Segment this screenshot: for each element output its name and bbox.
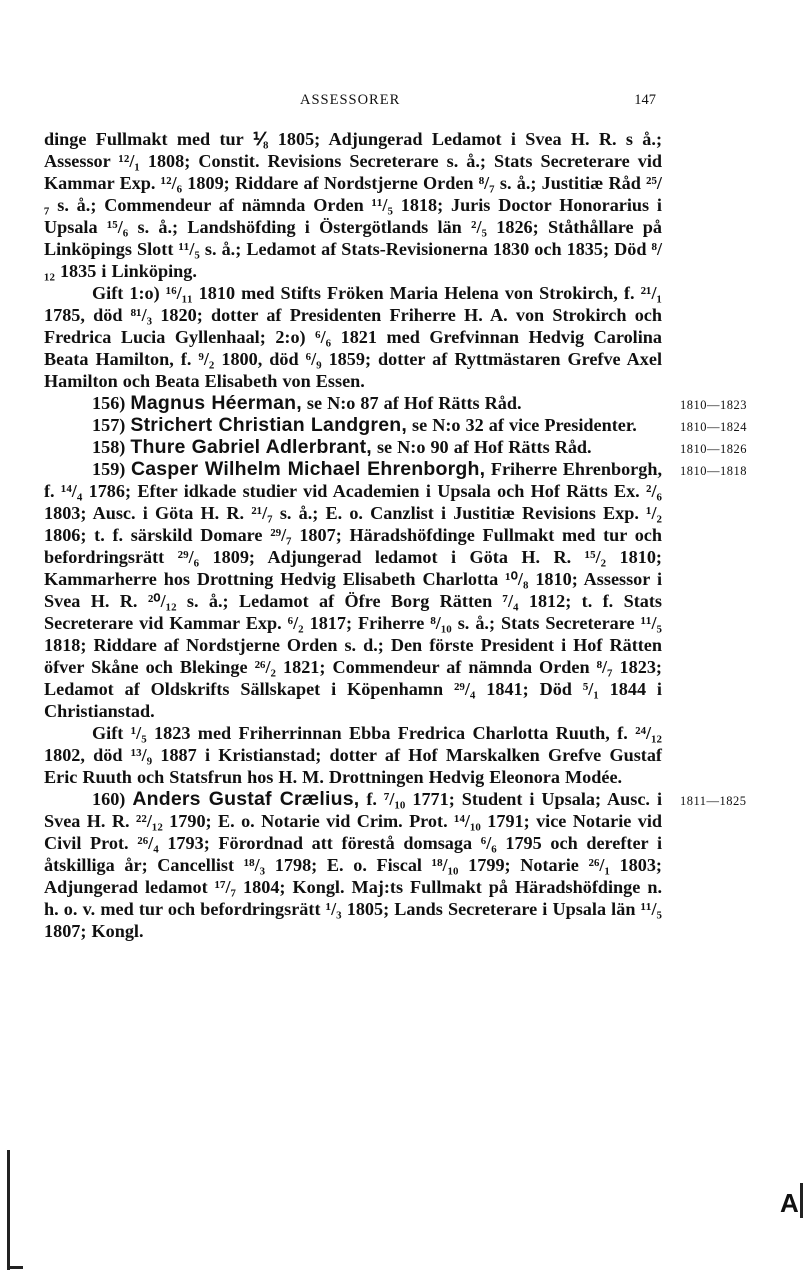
paragraph-marriage: Gift 1:o) ¹⁶/₁₁ 1810 med Stifts Fröken Maria Helena von Strokirch, f. ²¹/₁ 1785, död ⁸¹/₃ 1820; dotter af Presidenten Friherre H. A. von Strokirch och Fredrica Lucia Gyllenhaal; 2:o) ⁶/₆ 1821 med Grefvinnan Hedvig Carolina Beata Hamilton, f. ⁹/₂ 1800, död ⁶/₉ 1859; dotter af Ryttmästaren Grefve Axel Hamilton och Beata Elisabeth von Essen. bbox=[44, 283, 662, 391]
entry-text: se N:o 87 af Hof Rätts Råd. bbox=[306, 393, 522, 413]
running-title: ASSESSORER bbox=[300, 92, 401, 108]
left-margin-foot bbox=[7, 1266, 23, 1269]
entry-name: Strichert Christian Landgren, bbox=[130, 414, 407, 436]
entry-156 bbox=[44, 392, 747, 414]
paragraph-marriage-159: Gift ¹/₅ 1823 med Friherrinnan Ebba Fredrica Charlotta Ruuth, f. ²⁴/₁₂ 1802, död ¹³/₉ 1887 i Kristianstad; dotter af Hof Marskalken Grefve Gustaf Eric Ruuth och Statsfrun hos H. M. Drottningen Hedvig Eleonora Modée. bbox=[44, 723, 662, 787]
entry-text: f. ⁷/₁₀ 1771; Student i Upsala; Ausc. i Svea H. R. ²²/₁₂ 1790; E. o. Notarie vid Crim. Prot. ¹⁴/₁₀ 1791; vice Notarie vid Civil Prot. ²⁶/₄ 1793; Förordnad att förestå domsaga ⁶/₆ 1795 och derefter i åtskilliga år; Cancellist ¹⁸/₃ 1798; E. o. Fiscal ¹⁸/₁₀ 1799; Notarie ²⁶/₁ 1803; Adjungerad ledamot ¹⁷/₇ 1804; Kongl. Maj:ts Fullmakt på Häradshöfdinge n. h. o. v. med tur och befordringsrätt ¹/₃ 1805; Lands Secreterare i Upsala län ¹¹/₅ 1807; Kongl. bbox=[44, 789, 663, 941]
entry-158 bbox=[44, 436, 747, 458]
page-number: 147 bbox=[634, 92, 656, 108]
entry-160 bbox=[44, 788, 747, 942]
entry-text: se N:o 32 af vice Presidenter. bbox=[412, 415, 637, 435]
entry-years: 1810—1823 bbox=[680, 398, 747, 412]
entry-157 bbox=[44, 414, 747, 436]
right-edge-rule bbox=[800, 1183, 803, 1218]
entry-years: 1810—1826 bbox=[680, 442, 747, 456]
entry-number: 159) bbox=[92, 459, 126, 479]
running-header bbox=[44, 92, 662, 116]
entry-years: 1811—1825 bbox=[680, 794, 747, 808]
page-body bbox=[44, 128, 747, 942]
entry-text: Friherre Ehrenborgh, f. ¹⁴/₄ 1786; Efter idkade studier vid Academien i Upsala och Hof Rätts Ex. ²/₆ 1803; Ausc. i Göta H. R. ²¹/₇ s. å.; E. o. Canzlist i Justitiæ Revisions Exp. ¹/₂ 1806; t. f. särskild Domare ²⁹/₇ 1807; Häradshöfdinge Fullmakt med tur och befordringsrätt ²⁹/₆ 1809; Adjungerad ledamot i Göta H. R. ¹⁵/₂ 1810; Kammarherre hos Drottning Hedvig Elisabeth Charlotta ¹⁰/₈ 1810; Assessor i Svea H. R. ²⁰/₁₂ s. å.; Ledamot af Öfre Borg Rätten ⁷/₄ 1812; t. f. Stats Secreterare vid Kammar Exp. ⁶/₂ 1817; Friherre ⁸/₁₀ s. å.; Stats Secreterare ¹¹/₅ 1818; Riddare af Nordstjerne Orden s. d.; Den förste President i Hof Rätten öfver Skåne och Blekinge ²⁶/₂ 1821; Commendeur af nämnda Orden ⁸/₇ 1823; Ledamot af Oldskrifts Sällskapet i Köpenhamn ²⁹/₄ 1841; Död ⁵/₁ 1844 i Christianstad. bbox=[44, 459, 662, 721]
entry-years: 1810—1818 bbox=[680, 464, 747, 478]
entry-159 bbox=[44, 458, 747, 722]
entry-number: 156) bbox=[92, 393, 126, 413]
entry-name: Magnus Héerman, bbox=[130, 392, 302, 414]
paragraph-continuation: dinge Fullmakt med tur ⅟₈ 1805; Adjungerad Ledamot i Svea H. R. s å.; Assessor ¹²/₁ 1808; Constit. Revisions Secreterare s. å.; Stats Secreterare vid Kammar Exp. ¹²/₆ 1809; Riddare af Nordstjerne Orden ⁸/₇ s. å.; Justitiæ Råd ²⁵/₇ s. å.; Commendeur af nämnda Orden ¹¹/₅ 1818; Juris Doctor Honorarius i Upsala ¹⁵/₆ s. å.; Landshöfding i Östergötlands län ²/₅ 1826; Ståthållare på Linköpings Slott ¹¹/₅ s. å.; Ledamot af Stats-Revisionerna 1830 och 1835; Död ⁸/₁₂ 1835 i Linköping. bbox=[44, 129, 662, 281]
entry-name: Thure Gabriel Adlerbrant, bbox=[130, 436, 372, 458]
entry-number: 160) bbox=[92, 789, 126, 809]
entry-years: 1810—1824 bbox=[680, 420, 747, 434]
entry-number: 157) bbox=[92, 415, 126, 435]
entry-text: se N:o 90 af Hof Rätts Råd. bbox=[376, 437, 592, 457]
footer-mark: A bbox=[780, 1188, 799, 1218]
left-margin-rule bbox=[7, 1150, 10, 1270]
entry-name: Casper Wilhelm Michael Ehrenborgh, bbox=[130, 458, 486, 480]
entry-number: 158) bbox=[92, 437, 126, 457]
entry-name: Anders Gustaf Crælius, bbox=[132, 788, 360, 810]
